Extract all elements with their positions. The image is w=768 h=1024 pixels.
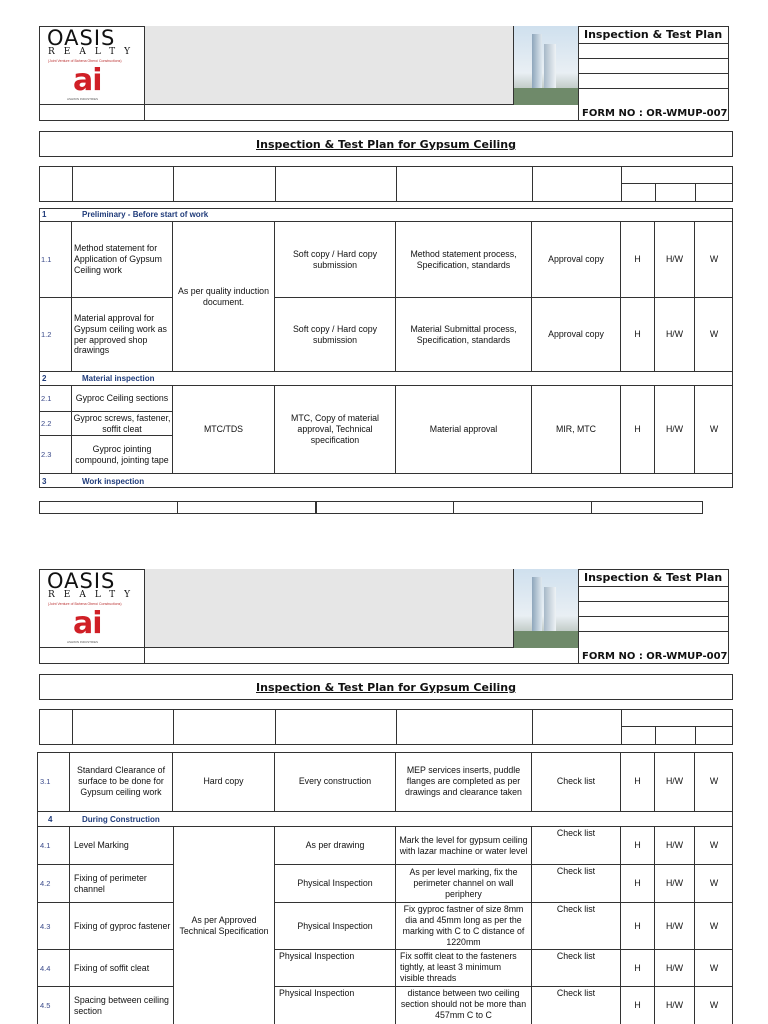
inspection-cell: W bbox=[695, 865, 733, 903]
activity-cell: Fixing of soffit cleat bbox=[70, 950, 173, 987]
section-row bbox=[38, 812, 733, 827]
inspection-cell: W bbox=[695, 903, 733, 950]
header-line-1b bbox=[578, 59, 729, 74]
section-label: During Construction bbox=[82, 814, 160, 824]
inspection-cell: W bbox=[695, 752, 733, 812]
header-line-1d bbox=[578, 89, 729, 105]
row-number: 2.3 bbox=[39, 436, 72, 474]
row-number: 4.4 bbox=[38, 950, 70, 987]
header-blank-area-1 bbox=[145, 26, 513, 105]
activity-cell: Fixing of gyproc fastener bbox=[70, 903, 173, 950]
form-number: FORM NO : OR-WMUP-007 bbox=[578, 648, 729, 664]
inspection-cell: H bbox=[621, 827, 655, 865]
logo-area-1 bbox=[39, 26, 145, 105]
col-div bbox=[532, 166, 533, 202]
col-div bbox=[621, 709, 622, 745]
verification-cell: Physical Inspection bbox=[275, 903, 396, 950]
header-line-1c bbox=[578, 74, 729, 89]
reference-cell: As per Approved Technical Specification bbox=[173, 827, 275, 1024]
col-div bbox=[695, 726, 696, 745]
row-number: 2.2 bbox=[39, 412, 72, 436]
section-row bbox=[39, 474, 733, 488]
row-number: 1.2 bbox=[39, 298, 72, 372]
building-image-1 bbox=[513, 26, 578, 105]
col-div bbox=[173, 709, 174, 745]
criteria-cell: Mark the level for gypsum ceiling with lazar machine or water level bbox=[396, 827, 532, 865]
col-div bbox=[173, 166, 174, 202]
verification-cell: As per drawing bbox=[275, 827, 396, 865]
logo-area-2 bbox=[39, 569, 145, 648]
form-number: FORM NO : OR-WMUP-007 bbox=[578, 105, 729, 121]
col-div bbox=[72, 166, 73, 202]
inspection-cell: H/W bbox=[655, 222, 695, 298]
logo-tagline: (Joint Venture of Bahena Oberoi Constructions) bbox=[48, 59, 122, 63]
section-label: Material inspection bbox=[82, 374, 155, 383]
criteria-cell: MEP services inserts, puddle flanges are completed as per drawings and clearance taken bbox=[396, 752, 532, 812]
col-div bbox=[695, 183, 696, 202]
column-header-row bbox=[39, 709, 733, 745]
header-line-2a bbox=[578, 587, 729, 602]
inspection-cell: H bbox=[621, 865, 655, 903]
inspection-cell: H/W bbox=[655, 903, 695, 950]
activity-cell: Level Marking bbox=[70, 827, 173, 865]
criteria-cell: distance between two ceiling section should not be more than 457mm C to C bbox=[396, 987, 532, 1024]
logo-tagline: (Joint Venture of Bahena Oberoi Constructions) bbox=[48, 602, 122, 606]
inspection-cell: H/W bbox=[655, 950, 695, 987]
header-line-1a bbox=[578, 44, 729, 59]
activity-cell: Gyproc screws, fastener, soffit cleat bbox=[72, 412, 173, 436]
inspection-cell: H/W bbox=[655, 298, 695, 372]
header-line-2c bbox=[578, 617, 729, 632]
criteria-cell: Fix gyproc fastner of size 8mm dia and 45mm long as per the marking with C to C distance of 1220mm bbox=[396, 903, 532, 950]
header-line-2b bbox=[578, 602, 729, 617]
reference-cell: MTC/TDS bbox=[173, 386, 275, 474]
inspection-cell: H bbox=[621, 950, 655, 987]
header-bottom-left-2 bbox=[39, 648, 145, 664]
verification-cell: Physical Inspection bbox=[275, 950, 396, 987]
criteria-cell: Fix soffit cleat to the fasteners tightly, at least 3 minimum visible threads bbox=[396, 950, 532, 987]
sig-div bbox=[315, 501, 317, 514]
inspection-cell: H bbox=[621, 903, 655, 950]
inspection-cell: W bbox=[695, 950, 733, 987]
ai-logo: ai bbox=[73, 63, 102, 98]
col-div bbox=[655, 183, 656, 202]
inspection-cell: W bbox=[695, 386, 733, 474]
plan-title: Inspection & Test Plan for Gypsum Ceiling bbox=[39, 131, 733, 157]
col-div bbox=[275, 709, 276, 745]
section-number: 1 bbox=[42, 210, 47, 219]
col-div bbox=[621, 166, 622, 202]
col-div bbox=[72, 709, 73, 745]
record-cell: Check list bbox=[532, 865, 621, 903]
verification-cell: Soft copy / Hard copy submission bbox=[275, 298, 396, 372]
doc-title: Inspection & Test Plan bbox=[578, 26, 729, 44]
col-div bbox=[396, 709, 397, 745]
activity-cell: Gyproc jointing compound, jointing tape bbox=[72, 436, 173, 474]
activity-cell: Spacing between ceiling section bbox=[74, 994, 169, 1016]
verification-cell: Soft copy / Hard copy submission bbox=[275, 222, 396, 298]
header-bottom-left-1 bbox=[39, 105, 145, 121]
record-cell: Approval copy bbox=[532, 222, 621, 298]
oasis-logo-text: OASIS bbox=[47, 26, 116, 50]
header-line-2d bbox=[578, 632, 729, 648]
record-cell: Check list bbox=[532, 987, 621, 1024]
row-number: 4.3 bbox=[38, 903, 70, 950]
row-number: 1.1 bbox=[39, 222, 72, 298]
verification-cell: Physical Inspection bbox=[275, 865, 396, 903]
section-label: Work inspection bbox=[82, 476, 145, 486]
sig-div bbox=[453, 501, 454, 514]
header-blank-area-2 bbox=[145, 569, 513, 648]
inspection-cell: H/W bbox=[655, 386, 695, 474]
signature-strip bbox=[39, 501, 703, 514]
col-div bbox=[621, 183, 733, 184]
col-div bbox=[621, 726, 733, 727]
inspection-cell: H/W bbox=[655, 987, 695, 1024]
ai-logo-sub: ASHWIN INDUSTRIES bbox=[67, 640, 99, 644]
col-div bbox=[275, 166, 276, 202]
record-cell: Check list bbox=[532, 950, 621, 987]
inspection-cell: H bbox=[621, 752, 655, 812]
activity-cell: Material approval for Gypsum ceiling work as per approved shop drawings bbox=[72, 298, 173, 372]
inspection-cell: H/W bbox=[655, 865, 695, 903]
criteria-cell: Material approval bbox=[396, 386, 532, 474]
inspection-cell: W bbox=[695, 298, 733, 372]
ai-logo-sub: ASHWIN INDUSTRIES bbox=[67, 97, 99, 101]
oasis-logo-text: OASIS bbox=[47, 569, 116, 593]
verification-cell: MTC, Copy of material approval, Technical specification bbox=[275, 386, 396, 474]
row-number: 2.1 bbox=[39, 386, 72, 412]
realty-logo-text: REALTY bbox=[48, 590, 140, 600]
inspection-cell: H bbox=[621, 222, 655, 298]
criteria-cell: Material Submittal process, Specification, standards bbox=[396, 298, 532, 372]
building-image-2 bbox=[513, 569, 578, 648]
inspection-cell: W bbox=[695, 222, 733, 298]
sig-div bbox=[177, 501, 178, 514]
record-cell: MIR, MTC bbox=[532, 386, 621, 474]
reference-cell: Hard copy bbox=[173, 752, 275, 812]
activity-cell: Gyproc Ceiling sections bbox=[72, 386, 173, 412]
inspection-cell: W bbox=[709, 1000, 719, 1010]
inspection-cell: H bbox=[621, 386, 655, 474]
inspection-cell: H bbox=[621, 298, 655, 372]
verification-cell: Physical Inspection bbox=[275, 987, 396, 1024]
inspection-cell: H bbox=[621, 987, 655, 1024]
reference-cell: As per quality induction document. bbox=[173, 222, 275, 372]
criteria-cell: As per level marking, fix the perimeter channel on wall periphery bbox=[396, 865, 532, 903]
row-number: 3.1 bbox=[38, 752, 70, 812]
activity-cell: Standard Clearance of surface to be done for Gypsum ceiling work bbox=[70, 752, 173, 812]
section-row bbox=[39, 208, 733, 222]
record-cell: Check list bbox=[532, 752, 621, 812]
col-div bbox=[532, 709, 533, 745]
criteria-cell: Method statement process, Specification, standards bbox=[396, 222, 532, 298]
col-div bbox=[655, 726, 656, 745]
realty-logo-text: REALTY bbox=[48, 47, 140, 57]
activity-cell: Method statement for Application of Gypsum Ceiling work bbox=[72, 222, 173, 298]
verification-cell: Every construction bbox=[275, 752, 396, 812]
section-row bbox=[39, 372, 733, 386]
row-number: 4.1 bbox=[38, 827, 70, 865]
inspection-cell: W bbox=[695, 827, 733, 865]
section-number: 3 bbox=[42, 476, 47, 486]
row-number: 4.5 bbox=[38, 987, 70, 1024]
col-div bbox=[396, 166, 397, 202]
column-header-row bbox=[39, 166, 733, 202]
section-label: Preliminary - Before start of work bbox=[82, 210, 209, 219]
ai-logo: ai bbox=[73, 606, 102, 641]
inspection-cell: H/W bbox=[655, 827, 695, 865]
section-number: 2 bbox=[42, 374, 47, 383]
row-number: 4.2 bbox=[38, 865, 70, 903]
section-number: 4 bbox=[48, 814, 53, 824]
plan-title: Inspection & Test Plan for Gypsum Ceiling bbox=[39, 674, 733, 700]
activity-cell: Fixing of perimeter channel bbox=[70, 865, 173, 903]
doc-title: Inspection & Test Plan bbox=[578, 569, 729, 587]
record-cell: Check list bbox=[532, 827, 621, 865]
inspection-cell: H/W bbox=[655, 752, 695, 812]
record-cell: Check list bbox=[532, 903, 621, 950]
sig-div bbox=[591, 501, 592, 514]
record-cell: Approval copy bbox=[532, 298, 621, 372]
